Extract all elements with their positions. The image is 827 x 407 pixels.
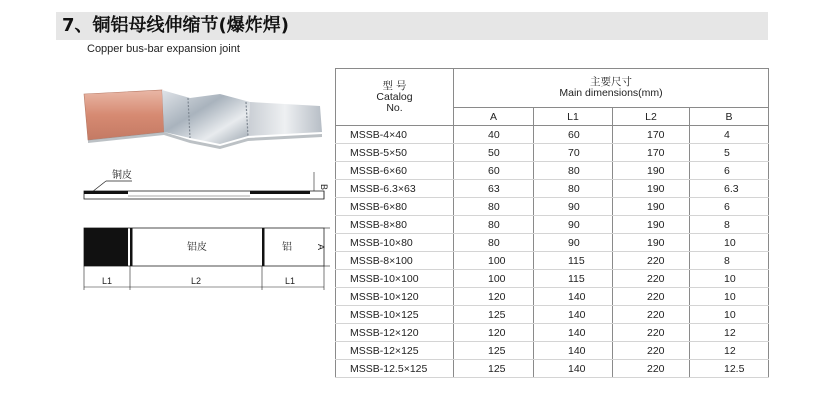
catalog-cell: MSSB-6.3×63 — [336, 180, 454, 198]
catalog-header-en: Catalog — [376, 90, 413, 103]
dimension-cell: 100 — [454, 270, 534, 288]
dimension-cell: 10 — [690, 306, 769, 324]
catalog-cell: MSSB-12×120 — [336, 324, 454, 342]
aluminium-label: 铝 — [282, 242, 292, 253]
dim-l1-right-label: L1 — [285, 276, 296, 286]
dimension-cell: 120 — [454, 288, 534, 306]
dimension-cell: 190 — [613, 234, 690, 252]
dimension-cell: 8 — [690, 252, 769, 270]
table-row — [336, 216, 769, 234]
dimension-cell: 90 — [534, 234, 613, 252]
dimension-cell: 140 — [534, 288, 613, 306]
dimension-cell: 190 — [613, 198, 690, 216]
product-photo — [84, 90, 322, 149]
table-row — [336, 360, 769, 378]
column-header: A — [454, 108, 534, 126]
table-row — [336, 324, 769, 342]
table-row — [336, 270, 769, 288]
section-title: 7、铜铝母线伸缩节(爆炸焊) — [62, 15, 289, 36]
aluminium-skin-label: 铝皮 — [187, 242, 207, 253]
dimension-cell: 140 — [534, 324, 613, 342]
dimension-cell: 220 — [613, 270, 690, 288]
main-dimensions-header-en: Main dimensions(mm) — [559, 87, 663, 99]
spec-table — [335, 68, 769, 378]
dimension-cell: 12 — [690, 324, 769, 342]
column-header: L1 — [534, 108, 613, 126]
dimension-cell: 6.3 — [690, 180, 769, 198]
dimension-cell: 80 — [534, 162, 613, 180]
dimension-cell: 10 — [690, 234, 769, 252]
dimension-cell: 40 — [454, 126, 534, 144]
dimension-cell: 10 — [690, 270, 769, 288]
dimension-cell: 190 — [613, 180, 690, 198]
catalog-cell: MSSB-8×100 — [336, 252, 454, 270]
dim-l2-label: L2 — [191, 276, 202, 286]
dimension-cell: 80 — [454, 216, 534, 234]
dimension-cell: 60 — [454, 162, 534, 180]
catalog-header-no: No. — [386, 101, 403, 114]
dimension-cell: 4 — [690, 126, 769, 144]
dimension-cell: 220 — [613, 324, 690, 342]
table-row — [336, 162, 769, 180]
catalog-cell: MSSB-12×125 — [336, 342, 454, 360]
dimension-cell: 220 — [613, 252, 690, 270]
table-row — [336, 252, 769, 270]
catalog-cell: MSSB-6×60 — [336, 162, 454, 180]
dimension-cell: 120 — [454, 324, 534, 342]
dimension-cell: 12 — [690, 342, 769, 360]
dimension-cell: 125 — [454, 342, 534, 360]
dimension-cell: 6 — [690, 162, 769, 180]
copper-skin-label: 铜皮 — [112, 170, 132, 181]
catalog-cell: MSSB-6×80 — [336, 198, 454, 216]
dim-a-label: A — [316, 244, 326, 251]
dimension-cell: 190 — [613, 216, 690, 234]
dimension-cell: 63 — [454, 180, 534, 198]
table-row — [336, 306, 769, 324]
column-header: L2 — [613, 108, 690, 126]
catalog-cell: MSSB-5×50 — [336, 144, 454, 162]
dimension-cell: 10 — [690, 288, 769, 306]
dimension-cell: 140 — [534, 342, 613, 360]
dimension-cell: 125 — [454, 306, 534, 324]
dimension-cell: 80 — [454, 198, 534, 216]
catalog-cell: MSSB-10×120 — [336, 288, 454, 306]
dimension-cell: 190 — [613, 162, 690, 180]
dimension-cell: 80 — [534, 180, 613, 198]
dim-l1-left-label: L1 — [102, 276, 113, 286]
table-row — [336, 126, 769, 144]
column-header: B — [690, 108, 769, 126]
table-row — [336, 234, 769, 252]
table-row — [336, 288, 769, 306]
dimension-cell: 140 — [534, 306, 613, 324]
dimension-cell: 6 — [690, 198, 769, 216]
dimension-cell: 115 — [534, 252, 613, 270]
catalog-header-cn: 型 号 — [382, 79, 407, 92]
dimension-cell: 220 — [613, 342, 690, 360]
dimension-cell: 60 — [534, 126, 613, 144]
catalog-cell: MSSB-12.5×125 — [336, 360, 454, 378]
main-dimensions-header-cn: 主要尺寸 — [590, 76, 633, 88]
catalog-cell: MSSB-8×80 — [336, 216, 454, 234]
spec-table-body — [336, 126, 769, 378]
table-row — [336, 180, 769, 198]
catalog-cell: MSSB-10×80 — [336, 234, 454, 252]
dimension-cell: 12.5 — [690, 360, 769, 378]
dimension-cell: 5 — [690, 144, 769, 162]
dimension-cell: 50 — [454, 144, 534, 162]
dimension-cell: 220 — [613, 360, 690, 378]
dimension-cell: 70 — [534, 144, 613, 162]
side-view — [84, 168, 329, 199]
dimension-cell: 170 — [613, 144, 690, 162]
main-dimensions-header — [454, 69, 769, 108]
dimension-cell: 100 — [454, 252, 534, 270]
catalog-cell: MSSB-4×40 — [336, 126, 454, 144]
table-row — [336, 198, 769, 216]
dim-b-label: B — [319, 184, 329, 191]
top-view — [84, 228, 330, 290]
dimension-cell: 115 — [534, 270, 613, 288]
dimension-cell: 170 — [613, 126, 690, 144]
table-row — [336, 342, 769, 360]
dimension-cell: 90 — [534, 216, 613, 234]
section-subtitle: Copper bus-bar expansion joint — [87, 43, 240, 55]
dimension-cell: 90 — [534, 198, 613, 216]
expansion-joint-drawing — [70, 60, 330, 300]
dimension-cell: 140 — [534, 360, 613, 378]
dimension-cell: 220 — [613, 288, 690, 306]
dimension-cell: 8 — [690, 216, 769, 234]
catalog-cell: MSSB-10×100 — [336, 270, 454, 288]
catalog-cell: MSSB-10×125 — [336, 306, 454, 324]
table-row — [336, 144, 769, 162]
catalog-header — [336, 69, 454, 126]
dimension-cell: 220 — [613, 306, 690, 324]
dimension-cell: 125 — [454, 360, 534, 378]
dimension-cell: 80 — [454, 234, 534, 252]
